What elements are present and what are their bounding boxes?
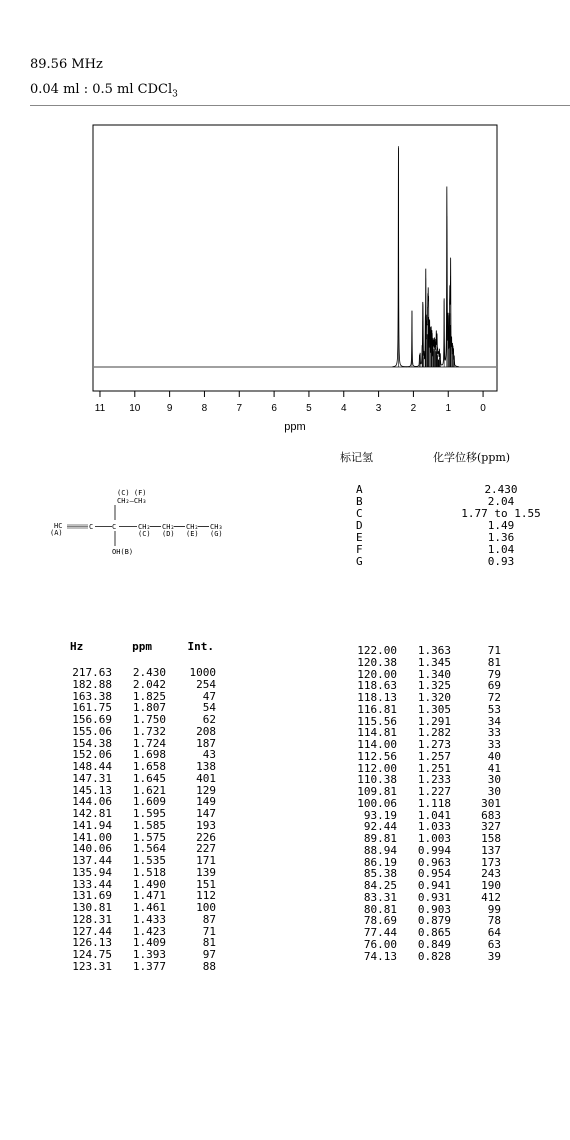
peak-ppm: 1.305: [417, 702, 451, 716]
peak-hz: 88.94: [363, 843, 397, 857]
peak-intensity: 33: [487, 726, 501, 740]
peak-row: [337, 645, 501, 657]
peak-ppm: 1.393: [132, 948, 166, 961]
peak-intensity: 33: [487, 738, 501, 751]
peak-ppm: 0.828: [417, 949, 451, 963]
peak-intensity: 227: [196, 842, 216, 856]
assignment-label: F: [356, 543, 363, 556]
peak-header-ppm: ppm: [132, 640, 152, 653]
peak-hz: 86.19: [363, 855, 397, 869]
peak-ppm: 1.363: [417, 644, 451, 657]
peak-hz: 122.00: [357, 644, 397, 657]
peak-hz: 133.44: [72, 877, 112, 891]
peak-hz: 123.31: [72, 959, 112, 973]
assignment-row: [340, 508, 556, 520]
peak-ppm: 1.585: [132, 818, 166, 832]
peak-hz: 154.38: [72, 736, 112, 750]
assignment-row: [340, 484, 556, 496]
x-axis-label: ppm: [284, 421, 306, 433]
peak-ppm: 1.645: [132, 771, 166, 785]
peak-ppm: 1.273: [417, 738, 451, 751]
peak-row: [337, 939, 501, 951]
peak-ppm: 1.340: [417, 667, 451, 681]
peak-intensity: 327: [481, 820, 501, 834]
peak-intensity: 87: [202, 912, 216, 926]
peak-intensity: 100: [196, 901, 216, 914]
peak-intensity: 30: [487, 773, 501, 787]
assignment-shift: 1.77 to 1.55: [461, 507, 541, 520]
peak-row: [52, 726, 216, 738]
peak-ppm: 1.291: [417, 714, 451, 728]
molecular-structure: [40, 482, 255, 562]
peak-hz: 147.31: [72, 771, 112, 785]
peak-intensity: 47: [202, 689, 216, 703]
peak-hz: 118.63: [357, 679, 397, 693]
structure-chain-label-2: (D): [162, 530, 175, 538]
peak-intensity: 54: [202, 701, 216, 715]
peak-ppm: 1.461: [132, 901, 166, 914]
peak-intensity: 208: [196, 724, 216, 738]
peak-intensity: 30: [487, 785, 501, 798]
peak-intensity: 97: [202, 948, 216, 961]
peak-row: [337, 751, 501, 763]
peak-intensity: 88: [202, 959, 216, 973]
assignment-shift: 1.36: [487, 531, 515, 544]
structure-chain-2: CH₂: [162, 523, 175, 531]
solvent-subscript: 3: [172, 89, 178, 100]
peak-intensity: 226: [196, 830, 216, 844]
peak-intensity: 41: [487, 761, 501, 775]
peak-row: [52, 714, 216, 726]
peak-hz: 115.56: [357, 714, 397, 728]
peak-hz: 120.00: [357, 667, 397, 681]
peak-ppm: 0.849: [417, 937, 451, 951]
peak-row: [337, 845, 501, 857]
peak-intensity: 71: [487, 644, 501, 657]
peak-hz: 128.31: [72, 912, 112, 926]
peak-ppm: 1.282: [417, 726, 451, 740]
peak-row: [52, 761, 216, 773]
x-tick-label: 3: [375, 403, 382, 414]
peak-row: [52, 855, 216, 867]
peak-row: [337, 833, 501, 845]
assignment-row: [340, 544, 556, 556]
peak-intensity: 683: [481, 808, 501, 822]
peak-table-right: [337, 645, 501, 962]
structure-chain-4: CH₃: [210, 523, 223, 531]
x-tick-label: 10: [129, 403, 141, 414]
peak-ppm: 1.490: [132, 877, 166, 891]
spectrum-peaks: [94, 146, 496, 367]
peak-row: [337, 739, 501, 751]
peak-intensity: 187: [196, 736, 216, 750]
peak-intensity: 81: [487, 655, 501, 669]
assignment-shift: 0.93: [487, 555, 515, 568]
peak-intensity: 71: [202, 924, 216, 938]
peak-ppm: 1.227: [417, 785, 451, 798]
peak-hz: 118.13: [357, 691, 397, 704]
peak-intensity: 147: [196, 807, 216, 820]
peak-hz: 110.38: [357, 773, 397, 787]
peak-intensity: 151: [196, 877, 216, 891]
peak-intensity: 78: [487, 914, 501, 928]
peak-ppm: 1.698: [132, 748, 166, 762]
peak-ppm: 1.564: [132, 842, 166, 856]
peak-hz: 142.81: [72, 807, 112, 820]
peak-row: [52, 902, 216, 914]
peak-ppm: 1.825: [132, 689, 166, 703]
peak-hz: 163.38: [72, 689, 112, 703]
peak-ppm: 1.732: [132, 724, 166, 738]
peak-ppm: 1.345: [417, 655, 451, 669]
peak-ppm: 1.724: [132, 736, 166, 750]
peak-hz: 83.31: [363, 890, 397, 904]
peak-ppm: 1.423: [132, 924, 166, 938]
assignment-table: [340, 484, 556, 568]
peak-hz: 141.94: [72, 818, 112, 832]
peak-row: [337, 892, 501, 904]
peak-ppm: 1.535: [132, 854, 166, 867]
peak-intensity: 412: [481, 890, 501, 904]
peak-intensity: 72: [487, 691, 501, 704]
peak-intensity: 81: [202, 936, 216, 950]
x-tick-label: 5: [306, 403, 312, 414]
assignment-shift: 1.04: [487, 543, 515, 556]
peak-row: [337, 692, 501, 704]
peak-row: [337, 798, 501, 810]
solvent-text: 0.04 ml : 0.5 ml CDCl: [30, 82, 173, 97]
peak-row: [52, 808, 216, 820]
assignment-row: [340, 520, 556, 532]
peak-hz: 77.44: [363, 926, 397, 939]
peak-hz: 116.81: [357, 702, 397, 716]
peak-ppm: 1.257: [417, 749, 451, 763]
peak-ppm: 1.518: [132, 865, 166, 879]
peak-hz: 109.81: [357, 785, 397, 798]
peak-hz: 112.00: [357, 761, 397, 775]
peak-hz: 93.19: [363, 808, 397, 822]
peak-row: [52, 679, 216, 691]
peak-ppm: 1.595: [132, 807, 166, 820]
peak-hz: 140.06: [72, 842, 112, 856]
peak-hz: 141.00: [72, 830, 112, 844]
peak-intensity: 40: [487, 749, 501, 763]
peak-hz: 155.06: [72, 724, 112, 738]
assignment-header-shift: 化学位移(ppm): [433, 451, 511, 464]
peak-row: [337, 657, 501, 669]
assignment-label: G: [356, 555, 363, 568]
assignment-shift: 2.430: [484, 483, 518, 496]
peak-ppm: 1.409: [132, 936, 166, 950]
peak-hz: 148.44: [72, 760, 112, 773]
peak-intensity: 39: [487, 949, 501, 963]
structure-top-labels: (C) (F): [117, 489, 147, 497]
peak-ppm: 1.750: [132, 713, 166, 726]
peak-hz: 89.81: [363, 832, 397, 845]
peak-hz: 78.69: [363, 914, 397, 928]
peak-row: [337, 880, 501, 892]
x-tick-label: 1: [445, 403, 452, 414]
peak-row: [52, 949, 216, 961]
structure-alkyne: HC: [54, 522, 63, 530]
peak-ppm: 0.879: [417, 914, 451, 928]
peak-hz: 76.00: [363, 937, 397, 951]
peak-row: [337, 786, 501, 798]
peak-ppm: 1.320: [417, 691, 451, 704]
peak-ppm: 1.377: [132, 959, 166, 973]
structure-alkyne-carbon: C: [89, 523, 94, 531]
peak-ppm: 1.609: [132, 795, 166, 809]
peak-ppm: 0.994: [417, 843, 451, 857]
x-tick-label: 6: [271, 403, 277, 414]
peak-ppm: 1.433: [132, 912, 166, 926]
assignment-label: B: [356, 495, 363, 508]
x-tick-label: 0: [480, 403, 486, 414]
peak-ppm: 2.430: [132, 666, 166, 679]
peak-row: [52, 667, 216, 679]
peak-intensity: 243: [481, 867, 501, 881]
peak-row: [52, 961, 216, 973]
assignment-label: D: [356, 519, 363, 532]
peak-hz: 112.56: [357, 749, 397, 763]
peak-intensity: 64: [487, 926, 501, 939]
peak-ppm: 1.621: [132, 783, 166, 797]
assignment-shift: 1.49: [487, 519, 515, 532]
peak-intensity: 171: [196, 854, 216, 867]
nmr-spectrum-chart: [0, 0, 570, 440]
peak-hz: 131.69: [72, 889, 112, 903]
peak-hz: 74.13: [363, 949, 397, 963]
peak-hz: 152.06: [72, 748, 112, 762]
peak-hz: 130.81: [72, 901, 112, 914]
peak-intensity: 193: [196, 818, 216, 832]
peak-intensity: 99: [487, 902, 501, 916]
structure-chain-1: CH₂: [138, 523, 151, 531]
peak-hz: 114.81: [357, 726, 397, 740]
assignment-shift: 2.04: [487, 495, 515, 508]
peak-intensity: 301: [481, 796, 501, 810]
x-tick-label: 7: [236, 403, 243, 414]
peak-intensity: 63: [487, 937, 501, 951]
spectrometer-frequency: 89.56 MHz: [30, 57, 103, 72]
peak-hz: 217.63: [72, 666, 112, 679]
assignment-label: C: [356, 507, 363, 520]
peak-hz: 114.00: [357, 738, 397, 751]
structure-chain-label-4: (G): [210, 530, 223, 538]
peak-ppm: 1.233: [417, 773, 451, 787]
peak-hz: 137.44: [72, 854, 112, 867]
peak-intensity: 129: [196, 783, 216, 797]
peak-intensity: 137: [481, 843, 501, 857]
x-tick-label: 9: [166, 403, 173, 414]
peak-intensity: 62: [202, 713, 216, 726]
peak-hz: 124.75: [72, 948, 112, 961]
peak-ppm: 0.954: [417, 867, 451, 881]
peak-hz: 161.75: [72, 701, 112, 715]
peak-hz: 85.38: [363, 867, 397, 881]
peak-intensity: 190: [481, 879, 501, 892]
assignment-row: [340, 556, 556, 568]
peak-row: [52, 867, 216, 879]
peak-ppm: 1.118: [417, 796, 451, 810]
peak-ppm: 1.575: [132, 830, 166, 844]
peak-intensity: 254: [196, 677, 216, 691]
peak-ppm: 1.471: [132, 889, 166, 903]
peak-intensity: 79: [487, 667, 501, 681]
peak-intensity: 53: [487, 702, 501, 716]
x-axis-ticks: [95, 391, 487, 414]
peak-intensity: 173: [481, 855, 501, 869]
structure-alkyne-label: (A): [50, 529, 63, 537]
peak-intensity: 1000: [189, 666, 216, 679]
peak-ppm: 0.865: [417, 926, 451, 939]
peak-row: [52, 820, 216, 832]
structure-top-groups: CH₂—CH₃: [117, 497, 147, 505]
peak-intensity: 139: [196, 865, 216, 879]
peak-ppm: 1.003: [417, 832, 451, 845]
peak-ppm: 1.041: [417, 808, 451, 822]
structure-center-carbon: C: [112, 523, 117, 531]
peak-intensity: 43: [202, 748, 216, 762]
peak-hz: 144.06: [72, 795, 112, 809]
peak-header-hz: Hz: [70, 640, 84, 653]
assignment-label: E: [356, 531, 363, 544]
assignment-row: [340, 532, 556, 544]
peak-ppm: 1.807: [132, 701, 166, 715]
structure-chain-3: CH₂: [186, 523, 199, 531]
peak-ppm: 2.042: [132, 677, 166, 691]
x-tick-label: 11: [94, 403, 106, 414]
peak-header-int: Int.: [187, 640, 214, 653]
assignment-label: A: [356, 483, 363, 496]
peak-row: [52, 914, 216, 926]
peak-hz: 135.94: [72, 865, 112, 879]
peak-ppm: 0.941: [417, 879, 451, 892]
peak-table-header: [70, 640, 214, 653]
peak-hz: 156.69: [72, 713, 112, 726]
peak-table-left: [52, 667, 216, 973]
x-tick-label: 4: [340, 403, 347, 414]
assignment-header-label: 标记氢: [340, 451, 373, 464]
peak-intensity: 69: [487, 679, 501, 693]
peak-hz: 182.88: [72, 677, 112, 691]
peak-row: [337, 704, 501, 716]
peak-intensity: 401: [196, 771, 216, 785]
peak-hz: 80.81: [363, 902, 397, 916]
peak-hz: 126.13: [72, 936, 112, 950]
peak-hz: 120.38: [357, 655, 397, 669]
peak-ppm: 0.903: [417, 902, 451, 916]
peak-hz: 145.13: [72, 783, 112, 797]
peak-ppm: 0.931: [417, 890, 451, 904]
peak-ppm: 1.325: [417, 679, 451, 693]
structure-hydroxyl: OH(B): [112, 548, 134, 556]
peak-intensity: 34: [487, 714, 501, 728]
peak-row: [337, 927, 501, 939]
peak-ppm: 1.033: [417, 820, 451, 834]
peak-hz: 92.44: [363, 820, 397, 834]
structure-chain-label-1: (C): [138, 530, 151, 538]
x-tick-label: 2: [410, 403, 417, 414]
peak-intensity: 138: [196, 760, 216, 773]
peak-ppm: 0.963: [417, 855, 451, 869]
peak-hz: 127.44: [72, 924, 112, 938]
peak-hz: 100.06: [357, 796, 397, 810]
structure-chain-label-3: (E): [186, 530, 199, 538]
peak-intensity: 149: [196, 795, 216, 809]
peak-ppm: 1.658: [132, 760, 166, 773]
peak-intensity: 158: [481, 832, 501, 845]
peak-row: [337, 951, 501, 963]
x-tick-label: 8: [201, 403, 208, 414]
peak-intensity: 112: [196, 889, 216, 903]
peak-hz: 84.25: [363, 879, 397, 892]
peak-row: [52, 773, 216, 785]
peak-ppm: 1.251: [417, 761, 451, 775]
